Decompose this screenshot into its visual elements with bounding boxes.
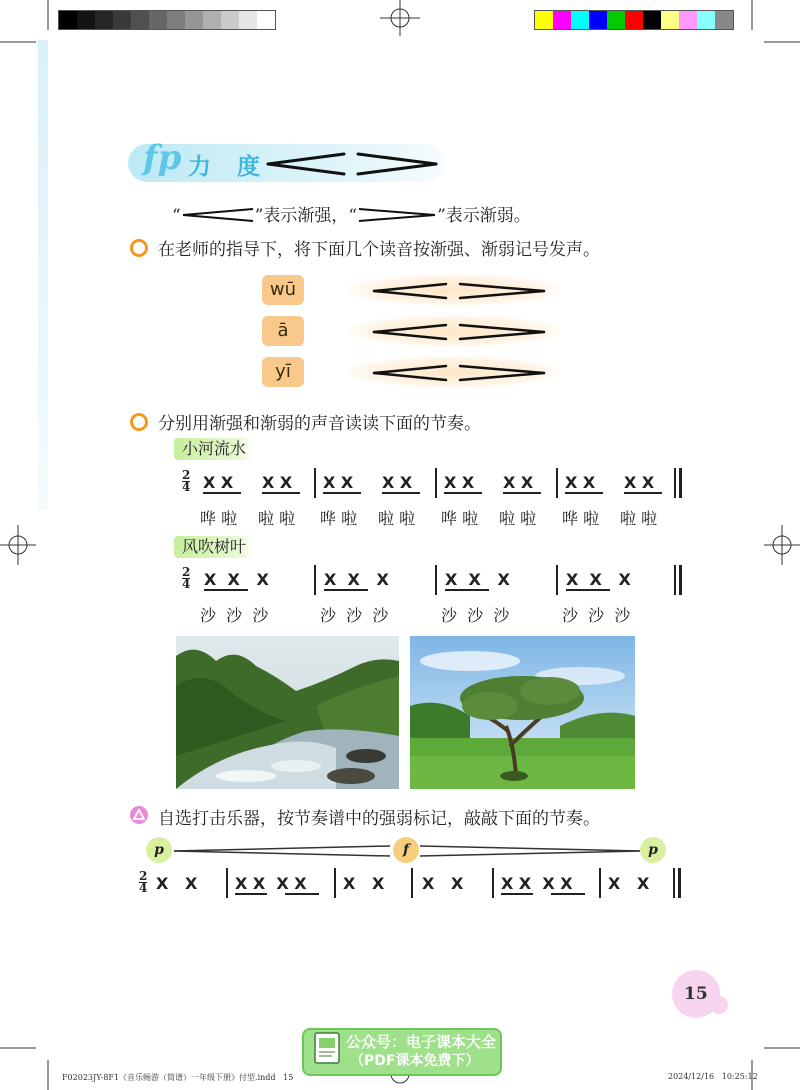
- lyric: 哗 啦: [562, 509, 600, 528]
- beam: [503, 492, 541, 494]
- beam: [324, 589, 368, 591]
- note-group: X X: [624, 473, 655, 492]
- time-signature: $\frac{2}{4}$: [139, 869, 148, 895]
- barline: [435, 565, 437, 595]
- beam: [203, 492, 241, 494]
- measure-notes: X X X: [445, 570, 510, 589]
- beam: [551, 893, 585, 895]
- lyric: 哗 啦: [320, 509, 358, 528]
- fp-dynamics-icon: fp: [143, 138, 182, 178]
- book-icon: [312, 1030, 342, 1070]
- task2-instruction: 分别用渐强和渐弱的声音读读下面的节奏。: [158, 414, 481, 434]
- lyric: 啦 啦: [620, 509, 658, 528]
- barline: [435, 468, 437, 498]
- beam: [501, 893, 533, 895]
- note-group: X X: [565, 473, 596, 492]
- barline: [599, 868, 601, 898]
- barline: [314, 468, 316, 498]
- timestamp: 2024/12/16 10:25:12: [668, 1072, 758, 1081]
- note-group: X X: [382, 473, 413, 492]
- syllable-a: ā: [262, 316, 304, 346]
- lyric: 啦 啦: [378, 509, 416, 528]
- measure-notes: X X: [343, 874, 385, 893]
- beam: [444, 492, 482, 494]
- barline: [411, 868, 413, 898]
- page-margin-stripe: [38, 40, 48, 510]
- time-signature: $\frac{2}{4}$: [182, 468, 191, 494]
- final-barline: [678, 868, 681, 898]
- intro-quote-open: “: [172, 206, 181, 226]
- watermark-line2: （PDF课本免费下）: [350, 1053, 480, 1069]
- measure-notes: X X X X: [235, 874, 307, 893]
- note-group: X X: [444, 473, 475, 492]
- orange-ring-bullet-icon: [130, 413, 148, 431]
- time-signature: $\frac{2}{4}$: [182, 565, 191, 591]
- note-group: X X: [203, 473, 234, 492]
- note-group: X X: [262, 473, 293, 492]
- dynamic-forte-marker: f: [393, 837, 419, 863]
- section-title: 力度: [188, 154, 286, 180]
- beam: [323, 492, 361, 494]
- final-barline: [679, 468, 682, 498]
- measure-notes: X X X: [324, 570, 389, 589]
- intro-crescendo-meaning: ”表示渐强，“: [254, 206, 358, 226]
- file-info: F02023JY-8F1《音乐畅游（简谱）一年级下册》付型.indd 15: [62, 1073, 294, 1082]
- syllable-wu: wū: [262, 275, 304, 305]
- intro-line: [172, 201, 531, 226]
- measure-notes: X X X: [566, 570, 631, 589]
- beam: [624, 492, 662, 494]
- beam: [235, 893, 267, 895]
- barline: [492, 868, 494, 898]
- barline: [556, 468, 558, 498]
- measure-notes: X X: [608, 874, 650, 893]
- tree-field-photo: [410, 636, 635, 789]
- decrescendo-icon: [357, 207, 437, 223]
- lyric: 哗 啦: [200, 509, 238, 528]
- piece1-title: 小河流水: [174, 438, 254, 460]
- syllable-yi: yī: [262, 357, 304, 387]
- lyric: 沙 沙 沙: [562, 606, 631, 625]
- piece2-title: 风吹树叶: [174, 536, 254, 558]
- barline: [226, 868, 228, 898]
- note-group: X X: [323, 473, 354, 492]
- page-number: 15: [684, 984, 708, 1004]
- beam: [204, 589, 248, 591]
- measure-notes: X X X X: [501, 874, 573, 893]
- lyric: 啦 啦: [258, 509, 296, 528]
- measure-notes: X X X: [204, 570, 269, 589]
- lyric: 哗 啦: [441, 509, 479, 528]
- beam: [382, 492, 420, 494]
- final-barline: [674, 565, 676, 595]
- barline: [314, 565, 316, 595]
- beam: [262, 492, 300, 494]
- beam: [566, 589, 610, 591]
- intro-decrescendo-meaning: ”表示渐弱。: [437, 206, 531, 226]
- beam: [565, 492, 603, 494]
- beam: [285, 893, 319, 895]
- triangle-bullet-icon: [130, 806, 148, 824]
- header-crescendo-decrescendo-icon: [262, 150, 442, 178]
- lyric: 沙 沙 沙: [441, 606, 510, 625]
- crescendo-icon: [181, 207, 255, 223]
- task3-instruction: 自选打击乐器，按节奏谱中的强弱标记，敲敲下面的节奏。: [158, 809, 600, 829]
- river-photo: [176, 636, 399, 789]
- final-barline: [679, 565, 682, 595]
- lyric: 沙 沙 沙: [320, 606, 389, 625]
- beam: [445, 589, 489, 591]
- lyric: 沙 沙 沙: [200, 606, 269, 625]
- lyric: 啦 啦: [499, 509, 537, 528]
- page-number-badge-dot: [710, 996, 728, 1014]
- watermark-line1: 公众号：电子课本大全: [346, 1033, 497, 1051]
- task1-instruction: 在老师的指导下，将下面几个读音按渐强、渐弱记号发声。: [158, 240, 600, 260]
- measure-notes: X X: [422, 874, 464, 893]
- syllable-hairpins: [360, 270, 560, 390]
- measure-notes: X X: [156, 874, 198, 893]
- note-group: X X: [503, 473, 534, 492]
- orange-ring-bullet-icon: [130, 239, 148, 257]
- dynamic-piano-marker: p: [146, 837, 172, 863]
- dynamic-piano-marker: p: [640, 837, 666, 863]
- barline: [556, 565, 558, 595]
- final-barline: [673, 868, 675, 898]
- final-barline: [674, 468, 676, 498]
- barline: [334, 868, 336, 898]
